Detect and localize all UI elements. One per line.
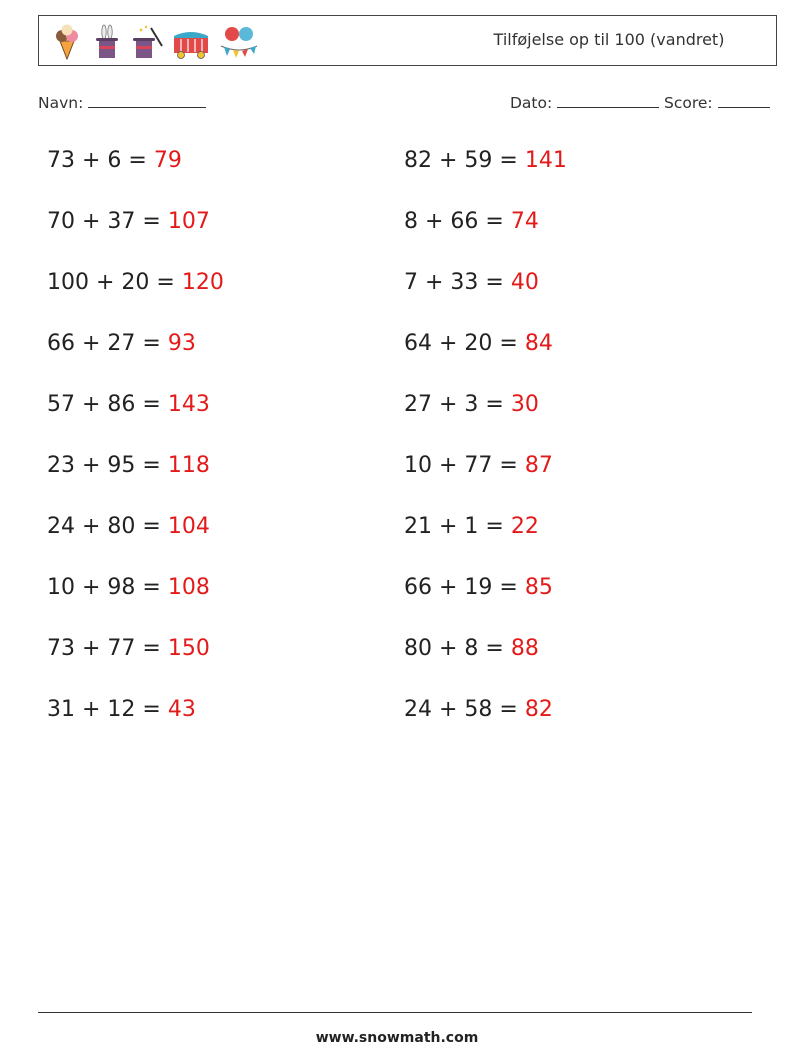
problem-answer: 40 — [510, 270, 539, 295]
problem-answer: 150 — [167, 636, 210, 661]
circus-wagon-icon — [171, 24, 211, 60]
score-label: Score: — [664, 94, 713, 112]
footer-url[interactable]: www.snowmath.com — [315, 1030, 479, 1046]
worksheet-title: Tilføjelse op til 100 (vandret) — [493, 30, 725, 49]
problem-item — [404, 331, 553, 356]
problem-item — [47, 575, 210, 600]
ice-cream-icon — [51, 24, 83, 60]
problem-item — [404, 209, 539, 234]
problem-question: 23 + 95 = — [47, 453, 168, 478]
problem-item — [404, 392, 539, 417]
problem-question: 70 + 37 = — [47, 209, 168, 234]
problem-question: 21 + 1 = — [404, 514, 511, 539]
problem-question: 66 + 19 = — [404, 575, 525, 600]
problem-answer: 104 — [167, 514, 210, 539]
problem-item — [47, 453, 210, 478]
problem-answer: 93 — [167, 331, 196, 356]
problem-answer: 118 — [167, 453, 210, 478]
problem-item — [404, 148, 567, 173]
problem-item — [47, 331, 196, 356]
score-field[interactable] — [664, 93, 770, 112]
problem-question: 100 + 20 = — [47, 270, 182, 295]
problem-answer: 82 — [524, 697, 553, 722]
problem-item — [404, 697, 553, 722]
problem-item — [47, 270, 224, 295]
problem-question: 8 + 66 = — [404, 209, 511, 234]
problem-answer: 108 — [167, 575, 210, 600]
problem-question: 10 + 98 = — [47, 575, 168, 600]
problem-question: 73 + 77 = — [47, 636, 168, 661]
problem-item — [404, 514, 539, 539]
problem-item — [47, 514, 210, 539]
name-field[interactable] — [38, 93, 206, 112]
problem-answer: 22 — [510, 514, 539, 539]
problem-answer: 143 — [167, 392, 210, 417]
problem-answer: 141 — [524, 148, 567, 173]
problem-question: 66 + 27 = — [47, 331, 168, 356]
problem-item — [404, 636, 539, 661]
problem-question: 57 + 86 = — [47, 392, 168, 417]
problem-question: 82 + 59 = — [404, 148, 525, 173]
problem-item — [404, 270, 539, 295]
problem-answer: 74 — [510, 209, 539, 234]
problem-question: 31 + 12 = — [47, 697, 168, 722]
date-label: Dato: — [510, 94, 553, 112]
magic-hat-wand-icon — [131, 24, 163, 60]
problem-question: 10 + 77 = — [404, 453, 525, 478]
problem-question: 64 + 20 = — [404, 331, 525, 356]
header-icons — [51, 22, 259, 62]
problem-answer: 43 — [167, 697, 196, 722]
problem-answer: 107 — [167, 209, 210, 234]
problem-answer: 88 — [510, 636, 539, 661]
problem-answer: 87 — [524, 453, 553, 478]
problem-answer: 84 — [524, 331, 553, 356]
name-label: Navn: — [38, 94, 84, 112]
name-blank[interactable] — [88, 93, 206, 108]
date-field[interactable] — [510, 93, 659, 112]
problem-question: 24 + 58 = — [404, 697, 525, 722]
magic-hat-bunny-icon — [91, 24, 123, 60]
problem-answer: 85 — [524, 575, 553, 600]
problem-question: 7 + 33 = — [404, 270, 511, 295]
problem-item — [47, 636, 210, 661]
problem-question: 80 + 8 = — [404, 636, 511, 661]
problem-item — [404, 453, 553, 478]
problem-question: 24 + 80 = — [47, 514, 168, 539]
problem-answer: 120 — [181, 270, 224, 295]
problem-item — [404, 575, 553, 600]
worksheet-header — [38, 15, 777, 66]
balloons-bunting-icon — [219, 24, 259, 60]
problem-item — [47, 148, 182, 173]
problem-item — [47, 697, 196, 722]
problem-question: 27 + 3 = — [404, 392, 511, 417]
problem-answer: 30 — [510, 392, 539, 417]
footer-divider — [38, 1012, 752, 1013]
problem-item — [47, 392, 210, 417]
date-blank[interactable] — [557, 93, 659, 108]
problem-item — [47, 209, 210, 234]
problem-answer: 79 — [153, 148, 182, 173]
score-blank[interactable] — [718, 93, 770, 108]
problem-question: 73 + 6 = — [47, 148, 154, 173]
